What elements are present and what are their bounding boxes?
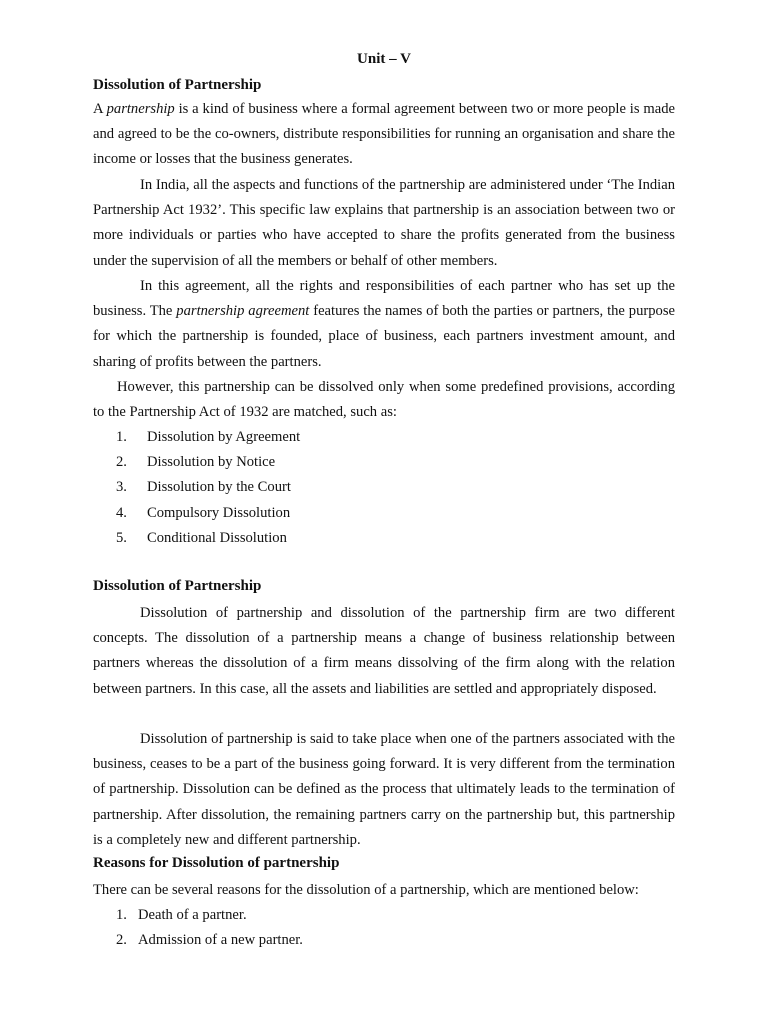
list-text: Dissolution by Notice [147, 454, 276, 471]
list-number: 4. [116, 504, 127, 521]
list-item [116, 501, 300, 526]
unit-title: Unit – V [357, 51, 411, 67]
paragraph-text: is a kind of business where a formal agreement between two or more people is made and agreed to be the co-owners, distribute responsibilities for running an organisation and share the income or losses that the business generates. [93, 101, 675, 168]
emphasis-partnership-agreement: partnership agreement [176, 303, 310, 320]
paragraph-dissolution-provisions: However, this partnership can be dissolved only when some predefined provisions, according to the Partnership Act of 1932 are matched, such as: [93, 379, 675, 421]
paragraph-dissolution-meaning: Dissolution of partnership is said to take place when one of the partners associated with the business, ceases to be a part of the business going forward. It is very different from the termination of partnership. Dissolution can be defined as the process that ultimately leads to the termination of partnership. After dissolution, the remaining partners carry on the partnership but, this partnership is a completely new and different partnership. [93, 731, 675, 848]
heading-dissolution-of-partnership-2: Dissolution of Partnership [93, 578, 262, 594]
list-number: 5. [116, 529, 127, 546]
paragraph-text: In this agreement, all the rights and responsibilities of each partner who has set up the business. The [93, 278, 675, 320]
list-item [116, 425, 300, 450]
paragraph-reasons-intro: There can be several reasons for the dissolution of a partnership, which are mentioned below: [93, 882, 639, 898]
list-number: 1. [116, 429, 127, 445]
list-text: Dissolution by Agreement [147, 429, 301, 445]
list-number: 3. [116, 479, 127, 496]
heading-dissolution-of-partnership: Dissolution of Partnership [93, 77, 262, 93]
list-number: 1. [116, 907, 127, 923]
list-item [116, 928, 303, 953]
list-text: Dissolution by the Court [147, 479, 291, 496]
paragraph-partnership-agreement [93, 274, 675, 375]
heading-reasons-for-dissolution: Reasons for Dissolution of partnership [93, 855, 340, 871]
list-text: Conditional Dissolution [147, 529, 287, 546]
list-number: 2. [116, 932, 127, 949]
paragraph-text: A [93, 101, 107, 117]
list-item [116, 903, 303, 928]
list-item [116, 526, 300, 551]
list-text: Admission of a new partner. [138, 932, 303, 949]
paragraph-text: features the names of both the parties or partners, the purpose for which the partnership is founded, place of business, each partners investment amount, and sharing of profits between the partners. [93, 303, 675, 370]
paragraph-partnership-vs-firm: Dissolution of partnership and dissolution of the partnership firm are two different concepts. The dissolution of a partnership means a change of business relationship between partners whereas the dissolution of a firm means dissolving of the firm along with the relation between partners. In this case, all the assets and liabilities are settled and appropriately disposed. [93, 605, 675, 697]
emphasis-partnership: partnership [106, 101, 175, 117]
paragraph-indian-partnership-act: In India, all the aspects and functions of the partnership are administered under ‘The Indian Partnership Act 1932’. This specific law explains that partnership is an association between two or more individuals or parties who have accepted to share the profits generated from the business under the supervision of all the members or behalf of other members. [93, 177, 675, 269]
list-text: Compulsory Dissolution [147, 504, 291, 521]
list-item [116, 450, 300, 475]
dissolution-types-list [116, 425, 300, 551]
list-number: 2. [116, 454, 127, 471]
paragraph-partnership-definition [93, 97, 675, 173]
reasons-list [116, 903, 303, 953]
list-text: Death of a partner. [138, 907, 247, 923]
list-item [116, 475, 300, 500]
